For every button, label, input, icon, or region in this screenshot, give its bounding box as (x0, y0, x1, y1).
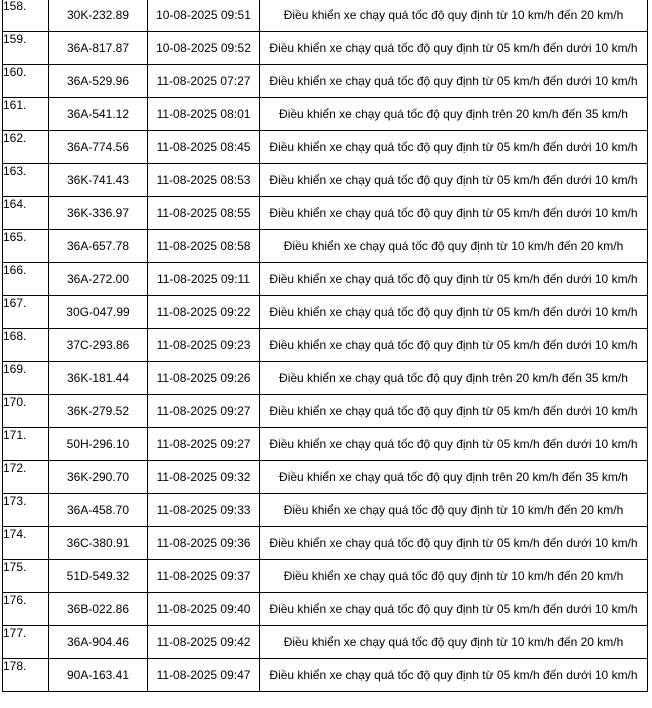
violation-description: Điều khiển xe chạy quá tốc độ quy định từ 05 km/h đến dưới 10 km/h (260, 65, 648, 98)
row-number: 169. (3, 362, 49, 395)
license-plate: 36A-272.00 (49, 263, 148, 296)
table-row (3, 659, 648, 692)
violation-time: 11-08-2025 09:27 (148, 395, 260, 428)
table-row (3, 164, 648, 197)
table-row (3, 626, 648, 659)
row-number: 175. (3, 560, 49, 593)
violation-description: Điều khiển xe chạy quá tốc độ quy định từ 05 km/h đến dưới 10 km/h (260, 32, 648, 65)
violation-time: 11-08-2025 09:32 (148, 461, 260, 494)
table-row (3, 461, 648, 494)
table-row (3, 263, 648, 296)
license-plate: 50H-296.10 (49, 428, 148, 461)
violation-time: 11-08-2025 09:33 (148, 494, 260, 527)
violations-table (2, 0, 648, 692)
row-number: 171. (3, 428, 49, 461)
table-row (3, 65, 648, 98)
violation-description: Điều khiển xe chạy quá tốc độ quy định từ 10 km/h đến 20 km/h (260, 626, 648, 659)
table-row (3, 494, 648, 527)
table-row (3, 329, 648, 362)
row-number: 167. (3, 296, 49, 329)
violation-time: 10-08-2025 09:52 (148, 32, 260, 65)
license-plate: 36A-529.96 (49, 65, 148, 98)
violation-description: Điều khiển xe chạy quá tốc độ quy định từ 05 km/h đến dưới 10 km/h (260, 329, 648, 362)
violation-description: Điều khiển xe chạy quá tốc độ quy định từ 10 km/h đến 20 km/h (260, 0, 648, 32)
license-plate: 37C-293.86 (49, 329, 148, 362)
license-plate: 36K-290.70 (49, 461, 148, 494)
violation-time: 11-08-2025 08:55 (148, 197, 260, 230)
violation-description: Điều khiển xe chạy quá tốc độ quy định từ 10 km/h đến 20 km/h (260, 230, 648, 263)
violation-description: Điều khiển xe chạy quá tốc độ quy định từ 05 km/h đến dưới 10 km/h (260, 164, 648, 197)
violation-description: Điều khiển xe chạy quá tốc độ quy định từ 10 km/h đến 20 km/h (260, 560, 648, 593)
row-number: 162. (3, 131, 49, 164)
license-plate: 30G-047.99 (49, 296, 148, 329)
row-number: 172. (3, 461, 49, 494)
violation-description: Điều khiển xe chạy quá tốc độ quy định từ 05 km/h đến dưới 10 km/h (260, 527, 648, 560)
license-plate: 36C-380.91 (49, 527, 148, 560)
table-row (3, 230, 648, 263)
violation-description: Điều khiển xe chạy quá tốc độ quy định từ 05 km/h đến dưới 10 km/h (260, 131, 648, 164)
violation-time: 11-08-2025 08:58 (148, 230, 260, 263)
violation-time: 11-08-2025 08:53 (148, 164, 260, 197)
violation-time: 11-08-2025 09:22 (148, 296, 260, 329)
violation-time: 10-08-2025 09:51 (148, 0, 260, 32)
violation-description: Điều khiển xe chạy quá tốc độ quy định từ 05 km/h đến dưới 10 km/h (260, 593, 648, 626)
violation-time: 11-08-2025 08:45 (148, 131, 260, 164)
violation-time: 11-08-2025 09:37 (148, 560, 260, 593)
table-row (3, 560, 648, 593)
table-row (3, 32, 648, 65)
license-plate: 30K-232.89 (49, 0, 148, 32)
violation-time: 11-08-2025 09:23 (148, 329, 260, 362)
license-plate: 36K-741.43 (49, 164, 148, 197)
license-plate: 36B-022.86 (49, 593, 148, 626)
license-plate: 36K-181.44 (49, 362, 148, 395)
row-number: 164. (3, 197, 49, 230)
violation-description: Điều khiển xe chạy quá tốc độ quy định từ 10 km/h đến 20 km/h (260, 494, 648, 527)
row-number: 178. (3, 659, 49, 692)
row-number: 168. (3, 329, 49, 362)
license-plate: 36A-904.46 (49, 626, 148, 659)
row-number: 176. (3, 593, 49, 626)
violation-time: 11-08-2025 09:26 (148, 362, 260, 395)
violation-description: Điều khiển xe chạy quá tốc độ quy định từ 05 km/h đến dưới 10 km/h (260, 428, 648, 461)
violation-description: Điều khiển xe chạy quá tốc độ quy định trên 20 km/h đến 35 km/h (260, 98, 648, 131)
table-row (3, 593, 648, 626)
row-number: 174. (3, 527, 49, 560)
license-plate: 36A-541.12 (49, 98, 148, 131)
violations-table-body (3, 0, 648, 692)
license-plate: 36A-774.56 (49, 131, 148, 164)
violation-time: 11-08-2025 08:01 (148, 98, 260, 131)
row-number: 170. (3, 395, 49, 428)
table-row (3, 131, 648, 164)
license-plate: 90A-163.41 (49, 659, 148, 692)
violation-time: 11-08-2025 09:42 (148, 626, 260, 659)
violation-time: 11-08-2025 09:27 (148, 428, 260, 461)
violation-description: Điều khiển xe chạy quá tốc độ quy định từ 05 km/h đến dưới 10 km/h (260, 263, 648, 296)
violation-description: Điều khiển xe chạy quá tốc độ quy định trên 20 km/h đến 35 km/h (260, 362, 648, 395)
license-plate: 36K-336.97 (49, 197, 148, 230)
license-plate: 36A-817.87 (49, 32, 148, 65)
table-row (3, 527, 648, 560)
license-plate: 36K-279.52 (49, 395, 148, 428)
row-number: 160. (3, 65, 49, 98)
row-number: 159. (3, 32, 49, 65)
violation-time: 11-08-2025 09:47 (148, 659, 260, 692)
violation-time: 11-08-2025 09:40 (148, 593, 260, 626)
license-plate: 36A-458.70 (49, 494, 148, 527)
table-row (3, 197, 648, 230)
row-number: 173. (3, 494, 49, 527)
violation-description: Điều khiển xe chạy quá tốc độ quy định trên 20 km/h đến 35 km/h (260, 461, 648, 494)
row-number: 165. (3, 230, 49, 263)
violation-time: 11-08-2025 09:36 (148, 527, 260, 560)
violation-description: Điều khiển xe chạy quá tốc độ quy định từ 05 km/h đến dưới 10 km/h (260, 296, 648, 329)
violation-description: Điều khiển xe chạy quá tốc độ quy định từ 05 km/h đến dưới 10 km/h (260, 197, 648, 230)
violation-description: Điều khiển xe chạy quá tốc độ quy định từ 05 km/h đến dưới 10 km/h (260, 395, 648, 428)
row-number: 163. (3, 164, 49, 197)
table-row (3, 428, 648, 461)
violation-time: 11-08-2025 07:27 (148, 65, 260, 98)
table-row (3, 0, 648, 32)
violation-time: 11-08-2025 09:11 (148, 263, 260, 296)
license-plate: 36A-657.78 (49, 230, 148, 263)
row-number: 158. (3, 0, 49, 32)
table-row (3, 98, 648, 131)
table-row (3, 296, 648, 329)
table-row (3, 395, 648, 428)
table-row (3, 362, 648, 395)
row-number: 177. (3, 626, 49, 659)
row-number: 166. (3, 263, 49, 296)
row-number: 161. (3, 98, 49, 131)
violation-description: Điều khiển xe chạy quá tốc độ quy định từ 05 km/h đến dưới 10 km/h (260, 659, 648, 692)
license-plate: 51D-549.32 (49, 560, 148, 593)
